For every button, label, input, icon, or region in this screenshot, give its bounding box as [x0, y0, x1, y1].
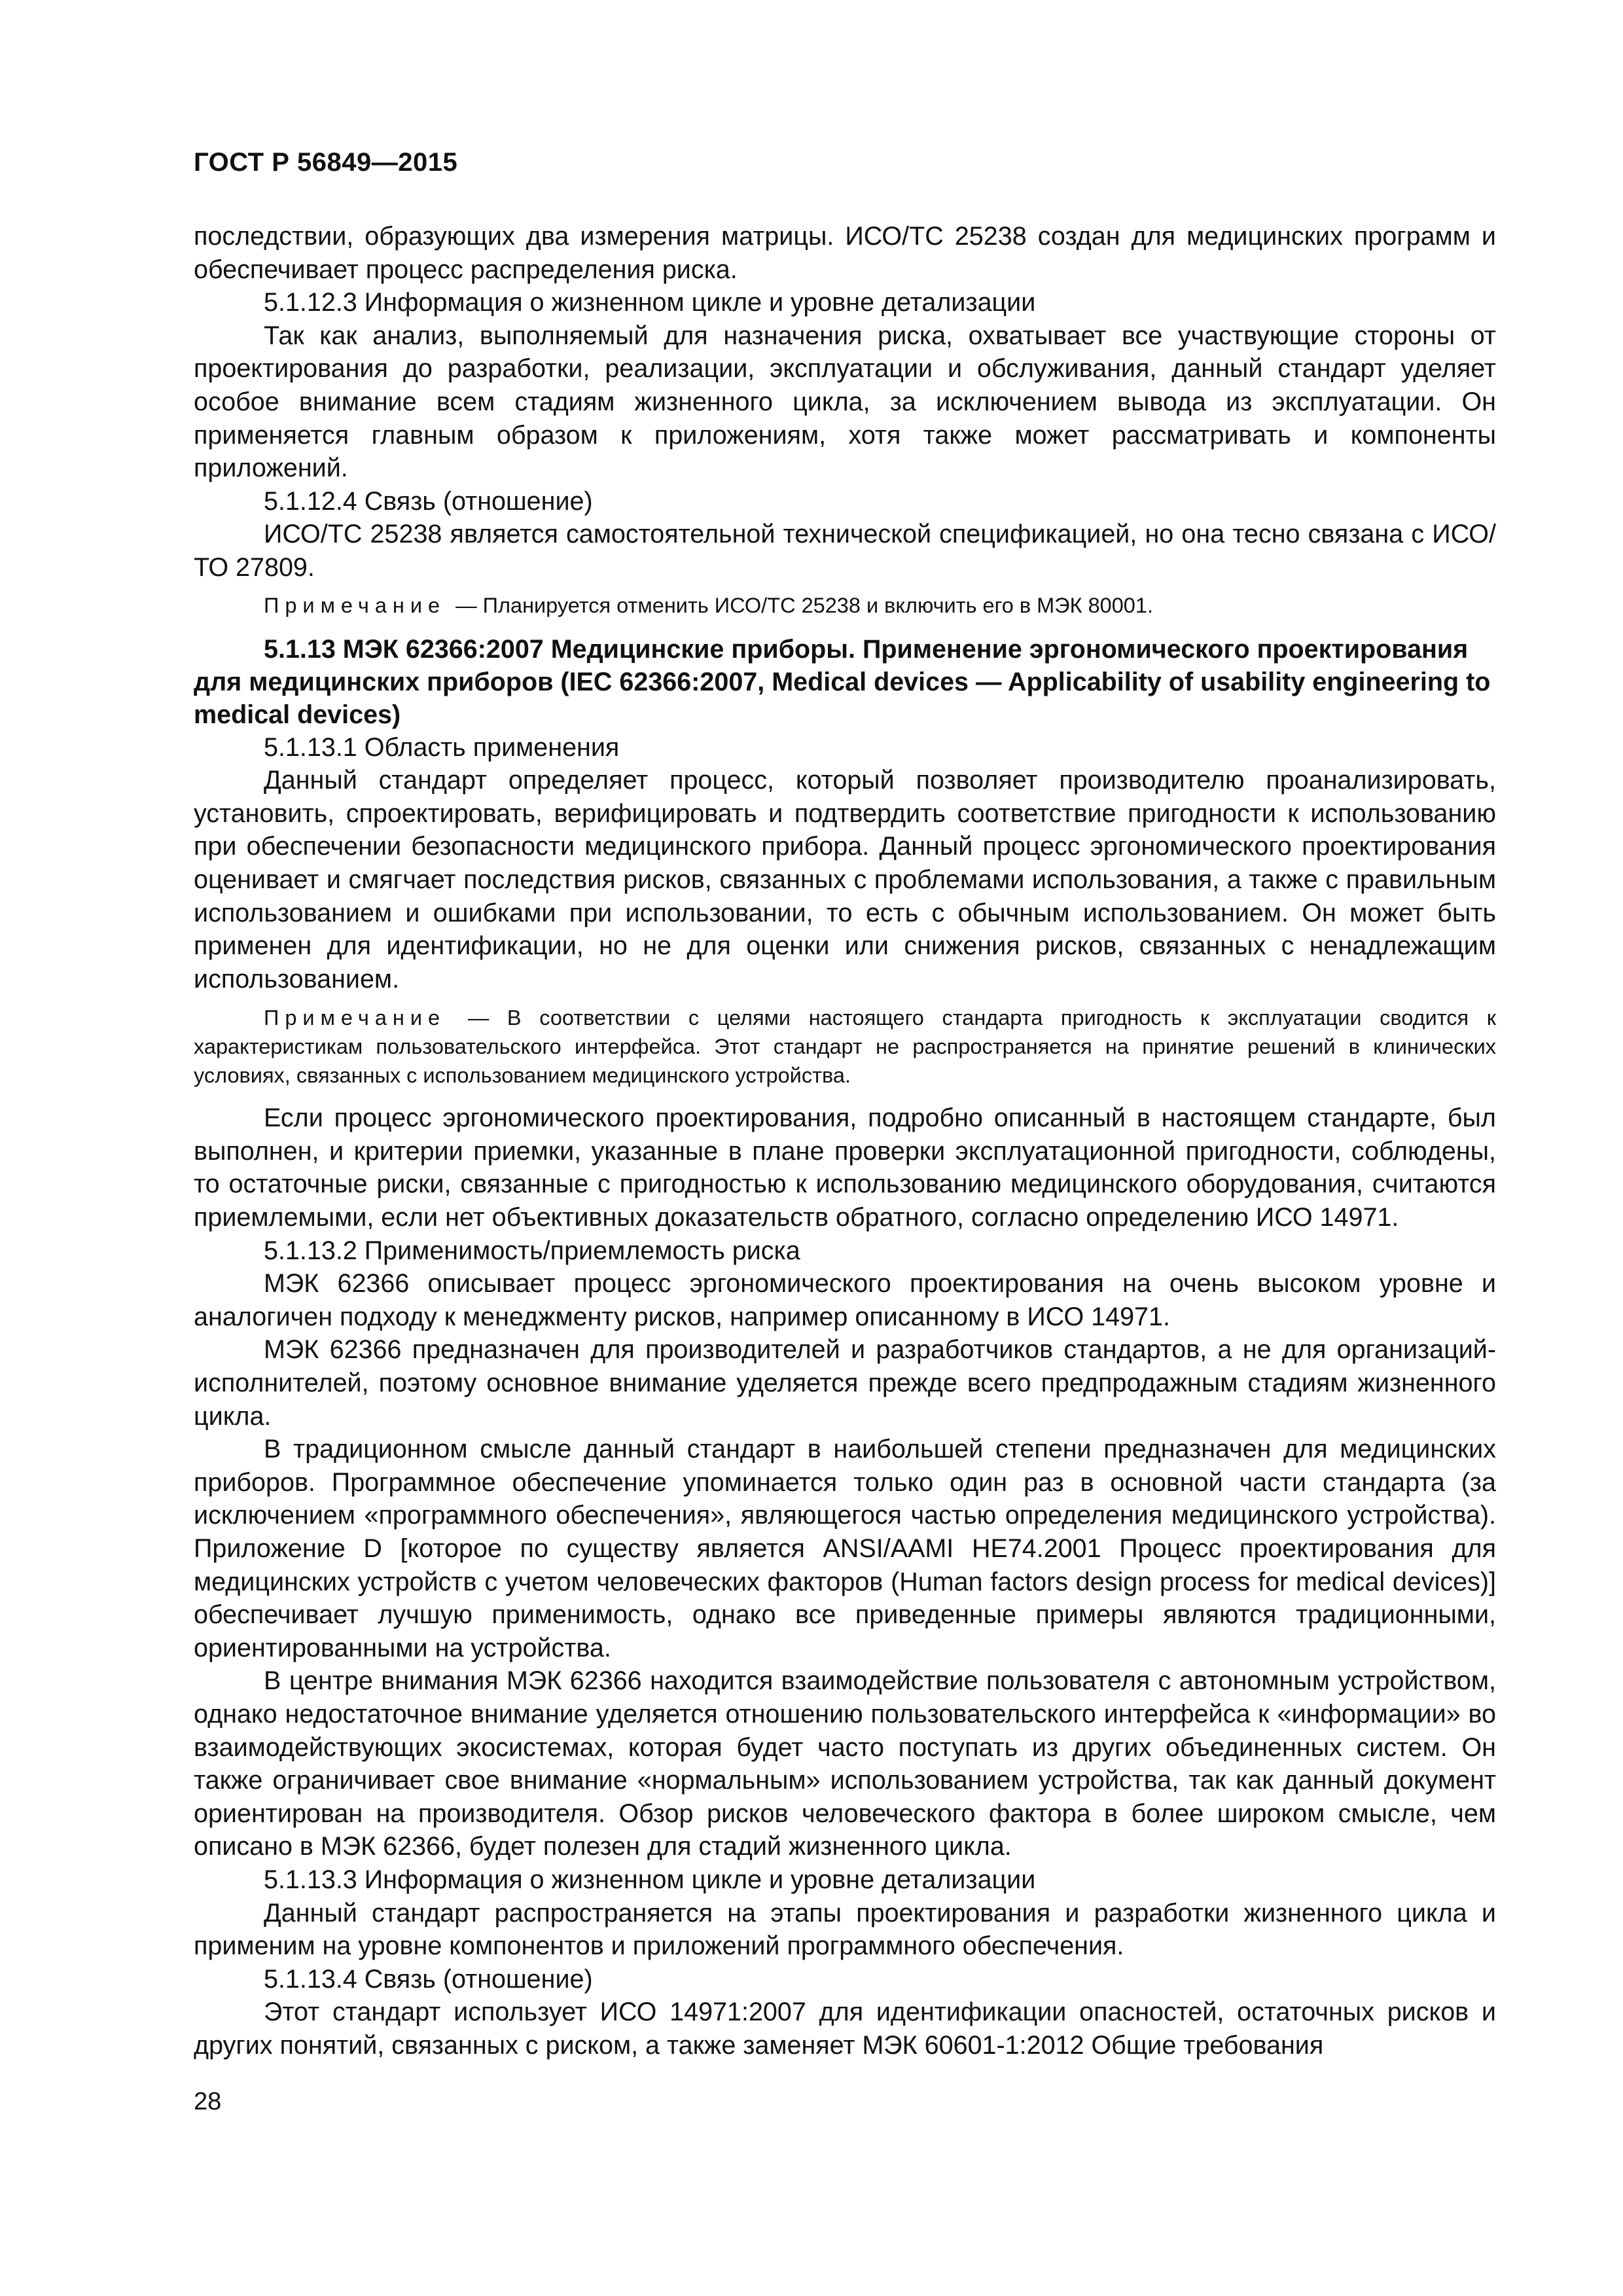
section-heading-5-1-13: 5.1.13 МЭК 62366:2007 Медицинские приборы. Применение эргономического проектирования для медицинских приборов (IEC 62366:2007, Medical devices — Applicability of usability engineering to medical devices): [194, 634, 1491, 729]
subsection-heading-5-1-12-3: 5.1.12.3 Информация о жизненном цикле и уровне детализации: [264, 288, 1036, 317]
paragraph: Если процесс эргономического проектирования, подробно описанный в настоящем стандарте, был выполнен, и критерии приемки, указанные в плане проверки эксплуатационной пригодности, соблюдены, то остаточные риски, связанные с пригодностью к использованию медицинского оборудования, считаются приемлемыми, если нет объективных доказательств обратного, согласно определению ИСО 14971.: [194, 1103, 1496, 1232]
paragraph: Так как анализ, выполняемый для назначения риска, охватывает все участвующие стороны от проектирования до разработки, реализации, эксплуатации и обслуживания, данный стандарт уделяет особое внимание всем стадиям жизненного цикла, за исключением вывода из эксплуатации. Он применяется главным образом к приложениям, хотя также может рассматривать и компоненты приложений.: [194, 321, 1496, 483]
note-label: Примечание: [264, 1006, 446, 1030]
paragraph: ИСО/ТС 25238 является самостоятельной технической спецификацией, но она тесно связана с ИСО/ТО 27809.: [194, 520, 1496, 582]
subsection-heading-5-1-13-4: 5.1.13.4 Связь (отношение): [264, 1964, 593, 1994]
note-text: — Планируется отменить ИСО/ТС 25238 и включить его в МЭК 80001.: [450, 593, 1153, 617]
paragraph: В центре внимания МЭК 62366 находится взаимодействие пользователя с автономным устройством, однако недостаточное внимание уделяется отношению пользовательского интерфейса к «информации» во взаимодействующих экосистемах, которая будет часто поступать из других объединенных систем. Он также ограничивает свое внимание «нормальным» использованием устройства, так как данный документ ориентирован на производителя. Обзор рисков человеческого фактора в более широком смысле, чем описано в МЭК 62366, будет полезен для стадий жизненного цикла.: [194, 1666, 1496, 1861]
document-body: [194, 220, 1496, 2062]
paragraph: МЭК 62366 описывает процесс эргономического проектирования на очень высоком уровне и аналогичен подходу к менеджменту рисков, например описанному в ИСО 14971.: [194, 1269, 1496, 1331]
page-header-standard-code: ГОСТ Р 56849—2015: [194, 148, 458, 177]
paragraph: Данный стандарт определяет процесс, который позволяет производителю проанализировать, установить, спроектировать, верифицировать и подтвердить соответствие пригодности к использованию при обеспечении безопасности медицинского прибора. Данный процесс эргономического проектирования оценивает и смягчает последствия рисков, связанных с проблемами использования, а также с правильным использованием и ошибками при использовании, то есть с обычным использованием. Он может быть применен для идентификации, но не для оценки или снижения рисков, связанных с ненадлежащим использованием.: [194, 766, 1496, 994]
subsection-heading-5-1-13-2: 5.1.13.2 Применимость/приемлемость риска: [264, 1236, 800, 1265]
paragraph: МЭК 62366 предназначен для производителей и разработчиков стандартов, а не для организаций-исполнителей, поэтому основное внимание уделяется прежде всего предпродажным стадиям жизненного цикла.: [194, 1335, 1496, 1431]
note: [194, 1003, 1496, 1090]
subsection-heading-5-1-13-1: 5.1.13.1 Область применения: [264, 732, 620, 762]
subsection-heading-5-1-12-4: 5.1.12.4 Связь (отношение): [264, 486, 593, 516]
paragraph-continuation: последствии, образующих два измерения матрицы. ИСО/ТС 25238 создан для медицинских программ и обеспечивает процесс распределения риска.: [194, 222, 1496, 284]
paragraph: В традиционном смысле данный стандарт в наибольшей степени предназначен для медицинских приборов. Программное обеспечение упоминается только один раз в основной части стандарта (за исключением «программного обеспечения», являющегося частью определения медицинского устройства). Приложение D [которое по существу является ANSI/AAMI HE74.2001 Процесс проектирования для медицинских устройств с учетом человеческих факторов (Human factors design process for medical devices)] обеспечивает лучшую применимость, однако все приведенные примеры являются традиционными, ориентированными на устройства.: [194, 1435, 1496, 1662]
subsection-heading-5-1-13-3: 5.1.13.3 Информация о жизненном цикле и уровне детализации: [264, 1865, 1036, 1894]
paragraph: Данный стандарт распространяется на этапы проектирования и разработки жизненного цикла и применим на уровне компонентов и приложений программного обеспечения.: [194, 1898, 1496, 1961]
note: [194, 591, 1496, 620]
note-text: — В соответствии с целями настоящего стандарта пригодность к эксплуатации сводится к характеристикам пользовательского интерфейса. Этот стандарт не распространяется на принятие решений в клинических условиях, связанных с использованием медицинского устройства.: [194, 1006, 1496, 1088]
page-number: 28: [194, 2088, 222, 2115]
note-label: Примечание: [264, 593, 446, 617]
paragraph: Этот стандарт использует ИСО 14971:2007 для идентификации опасностей, остаточных рисков и других понятий, связанных с риском, а также заменяет МЭК 60601-1:2012 Общие требования: [194, 1998, 1496, 2060]
